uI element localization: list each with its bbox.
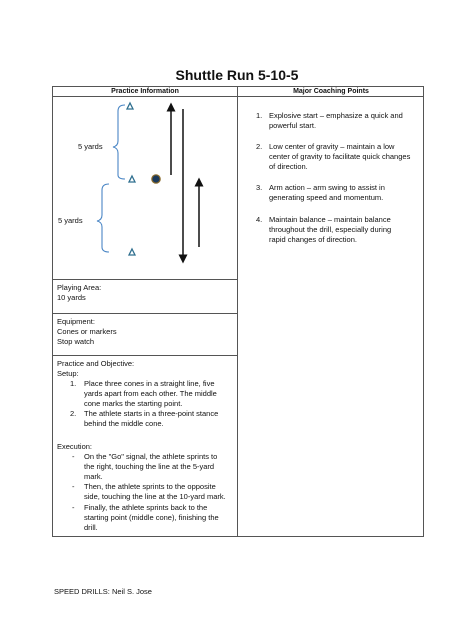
coaching-point-line: center of gravity to facilitate quick changes — [269, 152, 411, 161]
setup-line: behind the middle cone. — [84, 419, 164, 428]
brace-bottom — [97, 184, 109, 252]
coaching-point-number: 2. — [256, 142, 263, 151]
execution-line: side, touching the line at the 10-yard mark. — [84, 492, 226, 501]
execution-line: On the "Go" signal, the athlete sprints to — [84, 452, 218, 461]
execution-line: Finally, the athlete sprints back to the — [84, 503, 208, 512]
header-practice-information: Practice Information — [111, 88, 179, 95]
equipment-item: Cones or markers — [57, 327, 117, 336]
practice-label: Practice and Objective: — [57, 359, 135, 368]
playing-area-label: Playing Area: — [57, 283, 102, 292]
header-coaching-points: Major Coaching Points — [293, 88, 369, 95]
execution-line: drill. — [84, 523, 98, 532]
execution-bullet: - — [72, 503, 75, 512]
drill-table — [52, 86, 424, 537]
equipment-item: Stop watch — [57, 337, 95, 346]
label-5-yards-bottom: 5 yards — [58, 216, 83, 225]
setup-line: cone marks the starting point. — [84, 399, 183, 408]
coaching-point-line: of direction. — [269, 162, 308, 171]
coaching-point-line: Maintain balance – maintain balance — [269, 215, 391, 224]
row-divider-diagram — [53, 279, 237, 280]
brace-top — [113, 105, 125, 179]
coaching-point-line: throughout the drill, especially during — [269, 225, 392, 234]
row-divider-area — [53, 313, 237, 314]
coaching-point-line: Low center of gravity – maintain a low — [269, 142, 395, 151]
coaching-point-line: powerful start. — [269, 121, 317, 130]
execution-bullet: - — [72, 452, 75, 461]
setup-number: 2. — [70, 409, 77, 418]
document-title: Shuttle Run 5-10-5 — [175, 67, 299, 83]
column-divider — [237, 87, 238, 536]
coaching-point-line: Explosive start – emphasize a quick and — [269, 111, 403, 120]
label-5-yards-top: 5 yards — [78, 142, 103, 151]
execution-line: the right, touching the line at the 5-yard — [84, 462, 215, 471]
row-divider-equipment — [53, 355, 237, 356]
playing-area-value: 10 yards — [57, 293, 86, 302]
coaching-point-number: 3. — [256, 183, 263, 192]
athlete-marker — [152, 175, 160, 183]
coaching-point-number: 1. — [256, 111, 263, 120]
coaching-point-number: 4. — [256, 215, 263, 224]
drill-diagram — [53, 87, 237, 279]
execution-line: Then, the athlete sprints to the opposite — [84, 482, 216, 491]
execution-label: Execution: — [57, 442, 93, 451]
equipment-label: Equipment: — [57, 317, 95, 326]
setup-line: Place three cones in a straight line, five — [84, 379, 215, 388]
coaching-point-line: rapid changes of direction. — [269, 235, 357, 244]
setup-label: Setup: — [57, 369, 79, 378]
setup-number: 1. — [70, 379, 77, 388]
coaching-point-line: generating speed and momentum. — [269, 193, 384, 202]
setup-line: yards apart from each other. The middle — [84, 389, 217, 398]
execution-bullet: - — [72, 482, 75, 491]
cone-top-icon — [127, 103, 133, 109]
page-footer: SPEED DRILLS: Neil S. Jose — [54, 587, 152, 596]
execution-line: starting point (middle cone), finishing the — [84, 513, 219, 522]
setup-line: The athlete starts in a three-point stance — [84, 409, 219, 418]
execution-line: mark. — [84, 472, 103, 481]
cone-bottom-icon — [129, 249, 135, 255]
cone-middle-icon — [129, 176, 135, 182]
coaching-point-line: Arm action – arm swing to assist in — [269, 183, 385, 192]
